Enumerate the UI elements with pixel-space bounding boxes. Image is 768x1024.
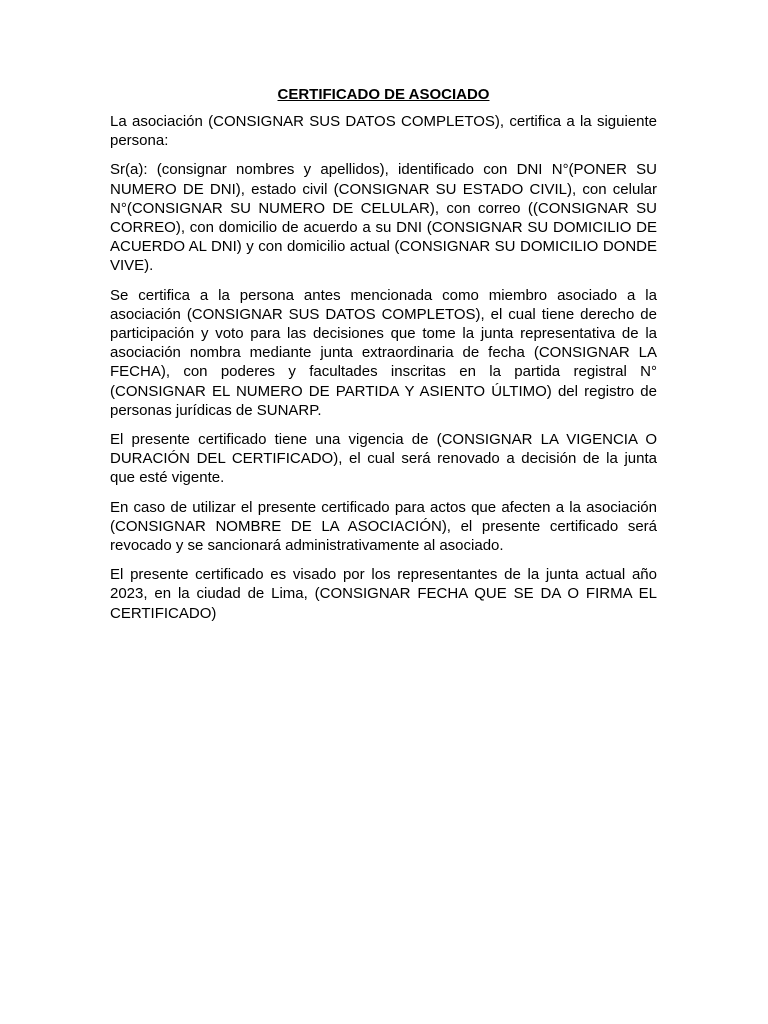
paragraph-validity: El presente certificado tiene una vigencia de (CONSIGNAR LA VIGENCIA O DURACIÓN DEL CERTIFICADO), el cual será renovado a decisión de la junta que esté vigente. — [110, 431, 657, 487]
paragraph-endorsement: El presente certificado es visado por los representantes de la junta actual año 2023, en la ciudad de Lima, (CONSIGNAR FECHA QUE SE DA O FIRMA EL CERTIFICADO) — [110, 566, 657, 622]
document-body — [110, 85, 657, 633]
paragraph-revocation: En caso de utilizar el presente certificado para actos que afecten a la asociación (CONSIGNAR NOMBRE DE LA ASOCIACIÓN), el presente certificado será revocado y se sancionará administrativamente al asociado. — [110, 498, 657, 555]
paragraph-membership: Se certifica a la persona antes mencionada como miembro asociado a la asociación (CONSIGNAR SUS DATOS COMPLETOS), el cual tiene derecho de participación y voto para las decisiones que tome la junta representativa de la asociación nombra mediante junta extraordinaria de fecha (CONSIGNAR LA FECHA), con poderes y facultades inscritas en la partida registral N° (CONSIGNAR EL NUMERO DE PARTIDA Y ASIENTO ÚLTIMO) del registro de personas jurídicas de SUNARP. — [110, 286, 657, 419]
paragraph-intro: La asociación (CONSIGNAR SUS DATOS COMPLETOS), certifica a la siguiente persona: — [110, 113, 657, 150]
document-title: CERTIFICADO DE ASOCIADO — [277, 86, 490, 103]
paragraph-person-details: Sr(a): (consignar nombres y apellidos), identificado con DNI N°(PONER SU NUMERO DE DNI), estado civil (CONSIGNAR SU ESTADO CIVIL), con celular N°(CONSIGNAR SU NUMERO DE CELULAR), con correo ((CONSIGNAR SU CORREO), con domicilio de acuerdo a su DNI (CONSIGNAR SU DOMICILIO DE ACUERDO AL DNI) y con domicilio actual (CONSIGNAR SU DOMICILIO DONDE VIVE). — [110, 161, 657, 275]
